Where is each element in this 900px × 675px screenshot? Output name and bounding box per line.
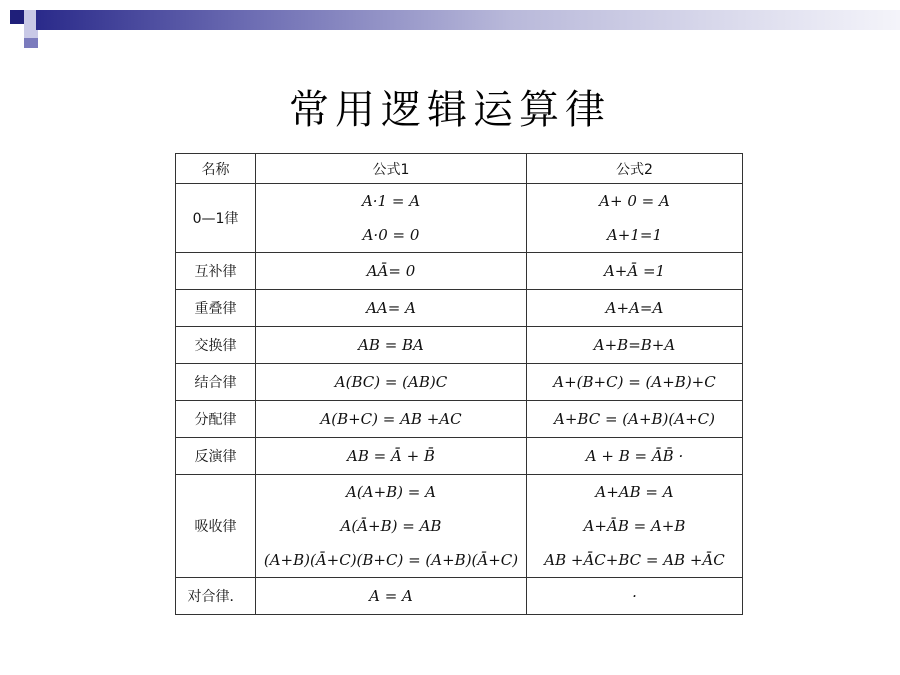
formula: A+BC = (A+B)(A+C) <box>554 410 715 428</box>
law-name: 分配律 <box>176 401 256 438</box>
formula: A(BC) = (AB)C <box>334 373 448 391</box>
formula: A(Ā+B) = AB <box>340 517 442 535</box>
formula: AB = Ā + B̄ <box>347 447 435 465</box>
logic-laws-table <box>175 153 743 615</box>
decor-square <box>10 24 24 38</box>
table-row <box>176 401 743 438</box>
table-row <box>176 327 743 364</box>
formula1-cell <box>256 475 527 578</box>
header-formula2: 公式2 <box>527 154 743 184</box>
formula: A+1=1 <box>606 226 663 244</box>
table-row <box>176 578 743 615</box>
formula: AĀ= 0 <box>366 262 416 280</box>
formula: A+Ā =1 <box>603 262 666 280</box>
formula: A = A <box>369 587 413 605</box>
formula: A·1 = A <box>361 192 421 210</box>
law-name: 吸收律 <box>176 475 256 578</box>
formula: · <box>632 587 637 605</box>
decor-square <box>24 38 38 48</box>
slide-title: 常用逻辑运算律 <box>289 87 611 133</box>
formula1-cell <box>256 184 527 253</box>
formula: AB +ĀC+BC = AB +ĀC <box>544 551 725 569</box>
formula: A+ĀB = A+B <box>583 517 686 535</box>
formula2-cell <box>527 184 743 253</box>
formula: A+AB = A <box>595 483 674 501</box>
law-name: 重叠律 <box>176 290 256 327</box>
table-header-row <box>176 154 743 184</box>
header-gradient-bar <box>36 10 900 30</box>
formula: A+ 0 = A <box>599 192 670 210</box>
formula: A(A+B) = A <box>346 483 436 501</box>
formula: A+(B+C) = (A+B)+C <box>553 373 716 391</box>
law-name: 反演律 <box>176 438 256 475</box>
table-row <box>176 438 743 475</box>
formula: (A+B)(Ā+C)(B+C) = (A+B)(Ā+C) <box>263 551 519 569</box>
formula: A+A=A <box>605 299 664 317</box>
formula: AA= A <box>366 299 416 317</box>
decor-square <box>10 10 24 24</box>
formula: A·0 = 0 <box>362 226 420 244</box>
law-name: 交换律 <box>176 327 256 364</box>
header-formula1: 公式1 <box>256 154 527 184</box>
table-row <box>176 184 743 253</box>
formula: AB = BA <box>358 336 424 354</box>
law-name: 结合律 <box>176 364 256 401</box>
corner-decoration <box>0 0 900 60</box>
header-name: 名称 <box>176 154 256 184</box>
formula: A(B+C) = AB +AC <box>320 410 462 428</box>
table-row <box>176 475 743 578</box>
formula: A + B = ĀB̄ · <box>585 447 684 465</box>
table-row <box>176 290 743 327</box>
law-name: 互补律 <box>176 253 256 290</box>
law-name: 0—1律 <box>176 184 256 253</box>
table-row <box>176 253 743 290</box>
formula: A+B=B+A <box>593 336 676 354</box>
formula2-cell <box>527 475 743 578</box>
decor-square <box>24 10 36 24</box>
table-row <box>176 364 743 401</box>
law-name: 对合律． <box>176 578 256 615</box>
